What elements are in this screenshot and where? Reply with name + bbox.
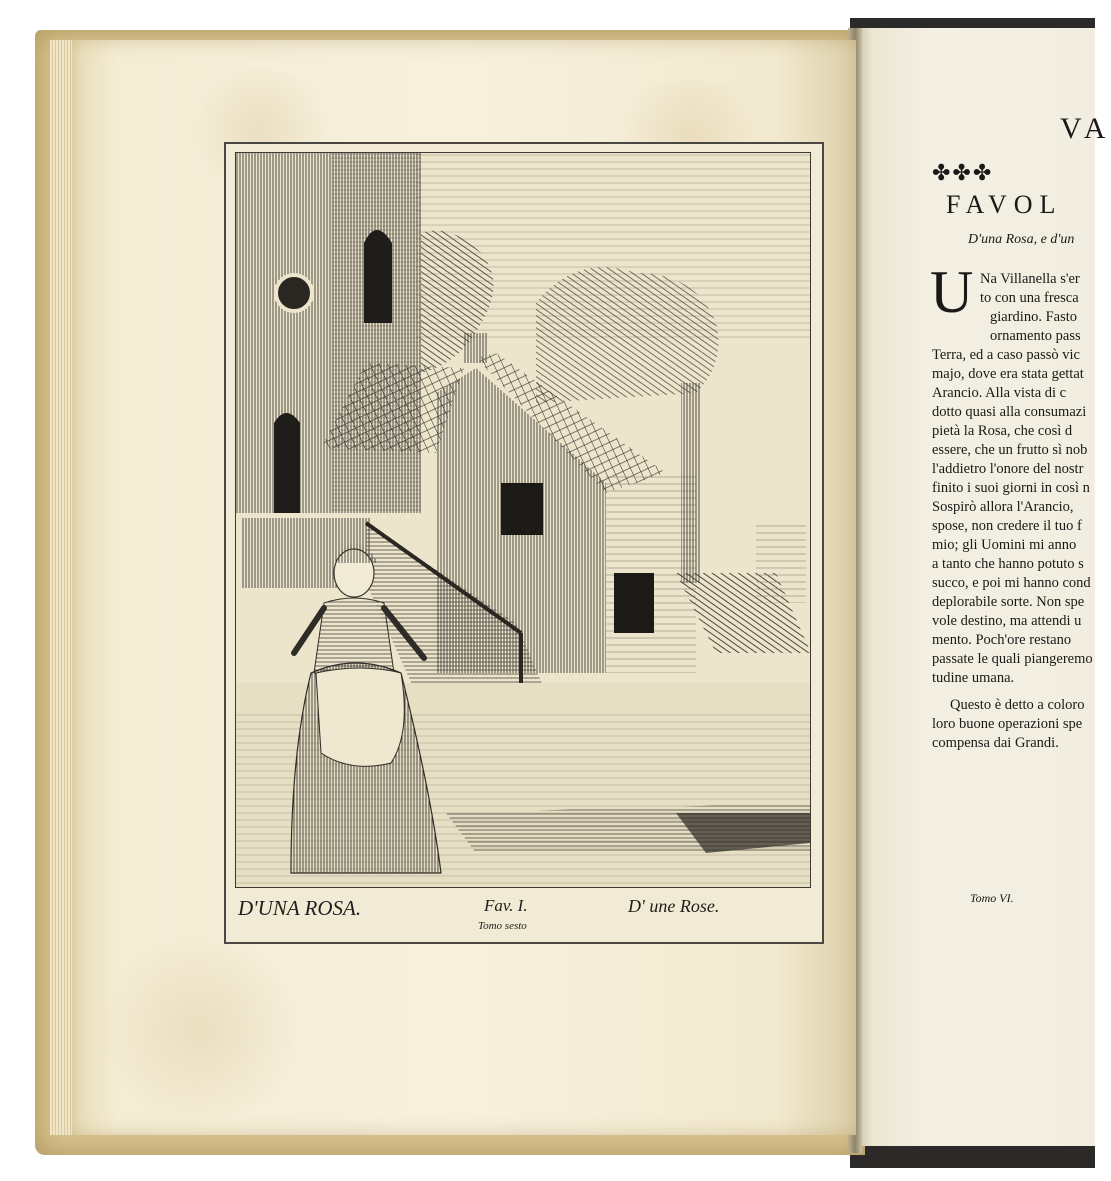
text-line: vole destino, ma attendi u <box>932 613 1082 629</box>
text-line: tudine umana. <box>932 670 1015 686</box>
paper-stain <box>90 940 310 1120</box>
text-line: dotto quasi alla consumazi <box>932 404 1087 420</box>
text-line: spose, non credere il tuo f <box>932 518 1082 534</box>
text-line: Sospirò allora l'Arancio, <box>932 499 1074 515</box>
text-line: finito i suoi giorni in così n <box>932 480 1090 496</box>
text-line: essere, che un frutto sì nob <box>932 442 1088 458</box>
text-line: deplorabile sorte. Non spe <box>932 594 1085 610</box>
text-line: Na Villanella s'er <box>980 271 1080 287</box>
text-line: mio; gli Uomini mi anno <box>932 537 1077 553</box>
drop-cap: U <box>930 259 974 325</box>
text-line: pietà la Rosa, che così d <box>932 423 1073 439</box>
plate-caption-volume: Tomo sesto <box>478 920 527 932</box>
text-line: Questo è detto a coloro <box>950 697 1085 713</box>
text-line: a tanto che hanno potuto s <box>932 556 1084 572</box>
plate-caption-french: D' une Rose. <box>628 896 720 916</box>
volume-footer: Tomo VI. <box>970 891 1014 905</box>
text-line: to con una fresca <box>980 290 1079 306</box>
text-line: loro buone operazioni spe <box>932 716 1083 732</box>
plate-caption-italian: D'UNA ROSA. <box>238 896 362 920</box>
text-line: ornamento pass <box>990 328 1081 344</box>
text-line: Arancio. Alla vista di c <box>932 385 1067 401</box>
engraving-illustration <box>235 152 811 888</box>
text-line: Terra, ed a caso passò vic <box>932 347 1080 363</box>
text-line: passate le quali piangeremo <box>932 651 1093 667</box>
text-line: giardino. Fasto <box>990 309 1077 325</box>
right-page-heading: VA <box>1060 112 1111 145</box>
text-line: l'addietro l'onore del nostr <box>932 461 1084 477</box>
ornament-band: ✤✤✤ <box>932 160 994 185</box>
text-line: compensa dai Grandi. <box>932 735 1059 751</box>
engraving-plate <box>224 142 824 944</box>
text-line: majo, dove era stata gettat <box>932 366 1084 382</box>
fable-title: FAVOL <box>946 190 1063 219</box>
text-line: mento. Poch'ore restano <box>932 632 1072 648</box>
text-line: succo, e poi mi hanno cond <box>932 575 1091 591</box>
plate-caption-fable-number: Fav. I. <box>484 896 528 915</box>
fable-subtitle: D'una Rosa, e d'un <box>968 232 1075 247</box>
